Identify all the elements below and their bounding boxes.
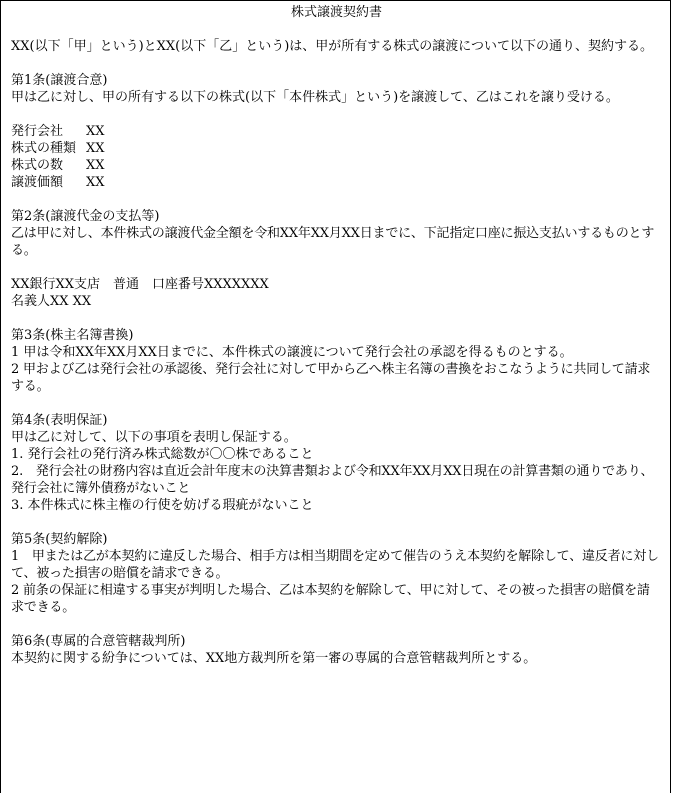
article5-heading: 第5条(契約解除) (11, 532, 108, 547)
article3-heading: 第3条(株主名簿書換) (11, 328, 134, 343)
spacer (11, 616, 662, 633)
spacer (11, 395, 662, 412)
spacer (11, 259, 662, 276)
article1-body: 甲は乙に対し、甲の所有する以下の株式(以下「本件株式」という)を譲渡して、乙はこれを譲り受ける。 (11, 90, 619, 105)
share-info-label: 発行会社 (11, 124, 64, 139)
article3-item1: 1 甲は令和XX年XX月XX日までに、本件株式の譲渡について発行会社の承認を得るものとする。 (11, 345, 573, 360)
spacer (11, 106, 662, 123)
article2-body: 乙は甲に対し、本件株式の譲渡代金全額を令和XX年XX月XX日までに、下記指定口座に振込支払いするものとする。 (11, 226, 655, 258)
share-info-value: XX (86, 158, 105, 173)
article6-body: 本契約に関する紛争については、XX地方裁判所を第一審の専属的合意管轄裁判所とする。 (11, 651, 537, 666)
share-info-label: 株式の数 (11, 158, 64, 173)
article6-heading: 第6条(専属的合意管轄裁判所) (11, 634, 186, 649)
share-info-row (11, 157, 662, 174)
article5-item1: 1 甲または乙が本契約に違反した場合、相手方は相当期間を定めて催告のうえ本契約を解除して、違反者に対して、被った損害の賠償を請求できる。 (11, 549, 659, 581)
intro-paragraph: XX(以下「甲」という)とXX(以下「乙」という)は、甲が所有する株式の譲渡について以下の通り、契約する。 (11, 39, 654, 54)
article4-item3: 3. 本件株式に株主権の行使を妨げる瑕疵がないこと (11, 498, 314, 513)
document-title: 株式譲渡契約書 (290, 5, 382, 20)
share-info-value: XX (86, 141, 105, 156)
article4-body: 甲は乙に対して、以下の事項を表明し保証する。 (11, 430, 297, 445)
share-info-label: 譲渡価額 (11, 175, 64, 190)
article4-item1: 1. 発行会社の発行済み株式総数が〇〇株であること (11, 447, 314, 462)
share-info-label: 株式の種類 (11, 141, 77, 156)
bank-account-line: XX銀行XX支店 普通 口座番号XXXXXXX (11, 277, 269, 292)
account-holder-line: 名義人XX XX (11, 294, 92, 309)
share-info-row (11, 174, 662, 191)
article3-item2: 2 甲および乙は発行会社の承認後、発行会社に対して甲から乙へ株主名簿の書換をおこなうように共同して請求する。 (11, 362, 651, 394)
share-info-row (11, 123, 662, 140)
share-info-value: XX (86, 175, 105, 190)
spacer (11, 514, 662, 531)
article5-item2: 2 前条の保証に相違する事実が判明した場合、乙は本契約を解除して、甲に対して、その被った損害の賠償を請求できる。 (11, 583, 650, 615)
article4-item2: 2. 発行会社の財務内容は直近会計年度末の決算書類および令和XX年XX月XX日現在の計算書類の通りであり、発行会社に簿外債務がないこと (11, 464, 654, 496)
article4-heading: 第4条(表明保証) (11, 413, 108, 428)
spacer (11, 191, 662, 208)
article2-heading: 第2条(譲渡代金の支払等) (11, 209, 160, 224)
share-info-row (11, 140, 662, 157)
share-info-value: XX (86, 124, 105, 139)
article1-heading: 第1条(譲渡合意) (11, 73, 108, 88)
share-info-list (11, 123, 662, 191)
spacer (11, 55, 662, 72)
spacer (11, 310, 662, 327)
